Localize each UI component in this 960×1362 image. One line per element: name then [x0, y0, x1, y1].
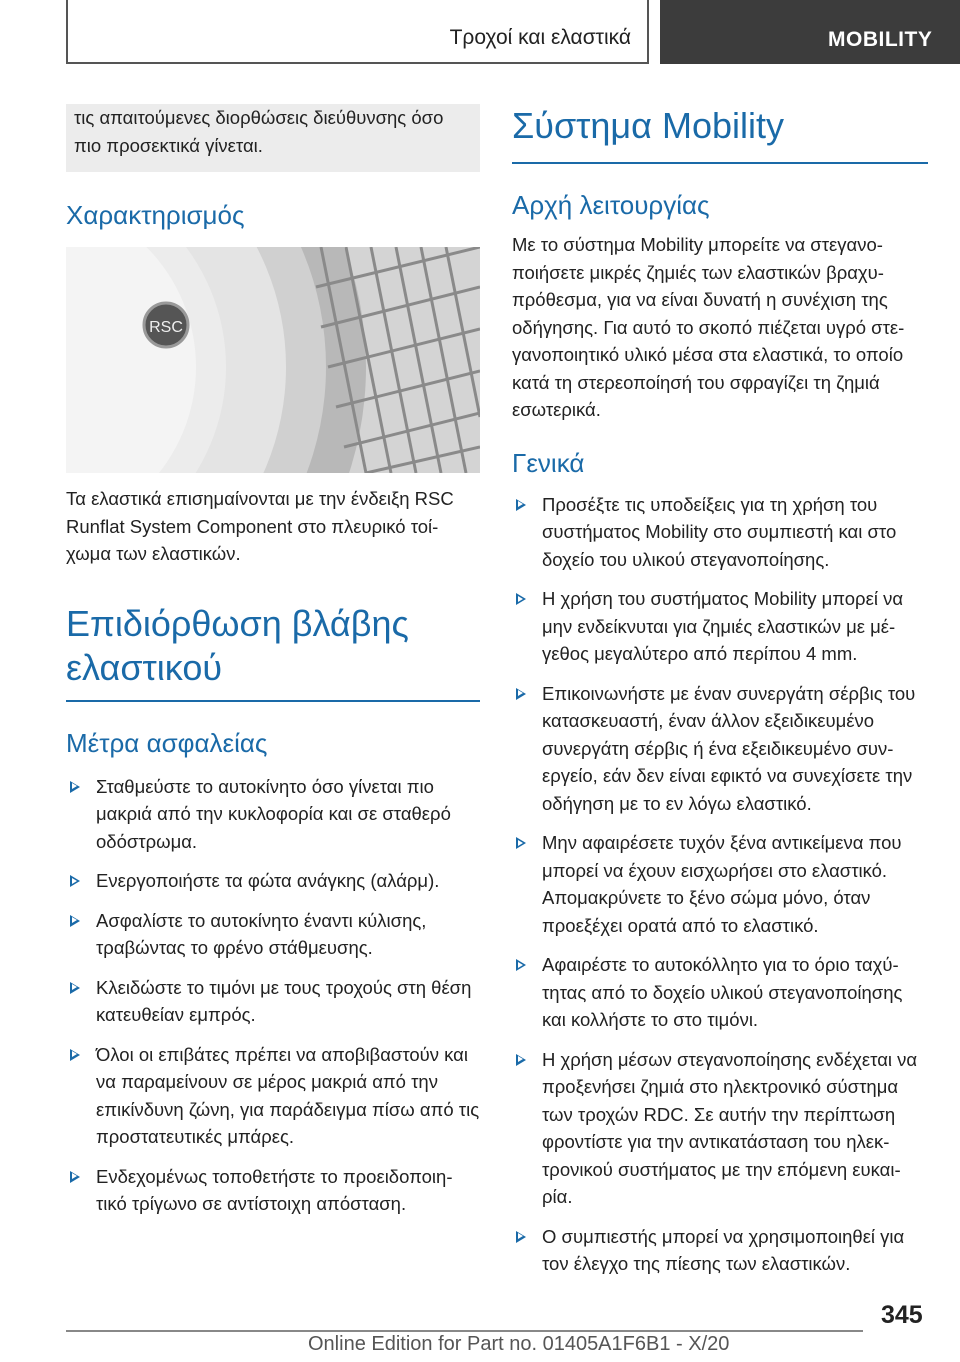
- triangle-bullet-icon: [516, 499, 526, 511]
- list-item: Σταθμεύστε το αυτοκίνητο όσο γίνεται πιο μακριά από την κυκλοφορία και σε σταθερό οδόστρωμα.: [66, 773, 480, 856]
- header-chapter-label: MOBILITY: [828, 28, 933, 51]
- list-item: Η χρήση μέσων στεγανοποίησης ενδέχεται να προξενήσει ζημιά στο ηλεκτρονικό σύστημα των τροχών RDC. Σε αυτήν την περίπτωση φροντίστε για την αντικατάσταση του ηλεκ-τρονικού συστήματος με την επόμενη ευκαι-ρία.: [512, 1046, 928, 1211]
- note-text: τις απαιτούμενες διορθώσεις διεύθυνσης όσο πιο προσεκτικά γίνεται.: [74, 107, 444, 156]
- note-box: [66, 104, 480, 172]
- tire-illustration: [66, 247, 480, 473]
- principle-heading: Αρχή λειτουργίας: [512, 190, 710, 220]
- triangle-bullet-icon: [70, 781, 80, 793]
- list-item: Αφαιρέστε το αυτοκόλλητο για το όριο ταχύ-τητας από το δοχείο υλικού στεγανοποίησης και κολλήστε το στο τιμόνι.: [512, 951, 928, 1034]
- repair-heading-rule: [66, 700, 480, 702]
- triangle-bullet-icon: [516, 1054, 526, 1066]
- mobility-title: Σύστημα Mobility: [512, 105, 784, 146]
- mobility-title-rule: [512, 162, 928, 164]
- triangle-bullet-icon: [70, 1171, 80, 1183]
- general-heading: Γενικά: [512, 447, 585, 478]
- list-item: Ενδεχομένως τοποθετήστε το προειδοποιη-τικό τρίγωνο σε αντίστοιχη απόσταση.: [66, 1163, 480, 1218]
- list-item: Προσέξτε τις υποδείξεις για τη χρήση του συστήματος Mobility στο συμπιεστή και στο δοχείο του υλικού στεγανοποίησης.: [512, 491, 928, 574]
- list-item: Η χρήση του συστήματος Mobility μπορεί να μην ενδείκνυται για ζημιές ελαστικών με μέ-γεθος μεγαλύτερο από περίπου 4 mm.: [512, 585, 928, 668]
- header-section-box: [66, 0, 649, 64]
- repair-heading: Επιδιόρθωση βλάβης ελαστικού: [66, 602, 409, 688]
- header-chapter-tab[interactable]: [660, 0, 960, 64]
- list-item: Κλειδώστε το τιμόνι με τους τροχούς στη θέση κατευθείαν εμπρός.: [66, 974, 480, 1029]
- page-number: 345: [881, 1301, 923, 1329]
- list-item: Όλοι οι επιβάτες πρέπει να αποβιβαστούν και να παραμείνουν σε μέρος μακριά από την επικίνδυνη ζώνη, για παράδειγμα πίσω από τις προστατευτικές μπάρες.: [66, 1041, 480, 1151]
- list-item: Ενεργοποιήστε τα φώτα ανάγκης (αλάρμ).: [66, 867, 480, 895]
- footer-rule: [66, 1330, 863, 1332]
- list-item: Μην αφαιρέσετε τυχόν ξένα αντικείμενα που μπορεί να έχουν εισχωρήσει στο ελαστικό. Απομακρύνετε το ξένο σώμα μόνο, όταν προεξέχει ορατά από το ελαστικό.: [512, 829, 928, 939]
- right-column: [512, 104, 928, 1290]
- triangle-bullet-icon: [516, 593, 526, 605]
- char-heading: Χαρακτηρισμός: [66, 200, 245, 230]
- list-item: Ο συμπιεστής μπορεί να χρησιμοποιηθεί για τον έλεγχο της πίεσης των ελαστικών.: [512, 1223, 928, 1278]
- triangle-bullet-icon: [70, 875, 80, 887]
- triangle-bullet-icon: [516, 1231, 526, 1243]
- safety-list: [66, 773, 480, 1218]
- list-item: Επικοινωνήστε με έναν συνεργάτη σέρβις του κατασκευαστή, έναν άλλον εξειδικευμένο συνεργάτη σέρβις ή ένα εξειδικευμένο συν-εργείο, εάν δεν είναι εφικτό να συνεχίσετε την οδήγηση με το εν λόγω ελαστικό.: [512, 680, 928, 818]
- footer-edition: Online Edition for Part no. 01405A1F6B1 - X/20: [308, 1333, 730, 1355]
- safety-heading: Μέτρα ασφαλείας: [66, 727, 268, 758]
- header-section-title: Τροχοί και ελαστικά: [449, 26, 631, 49]
- list-item: Ασφαλίστε το αυτοκίνητο έναντι κύλισης, τραβώντας το φρένο στάθμευσης.: [66, 907, 480, 962]
- tire-sidewall-image: [66, 247, 480, 473]
- triangle-bullet-icon: [516, 959, 526, 971]
- triangle-bullet-icon: [516, 837, 526, 849]
- general-list: [512, 491, 928, 1278]
- triangle-bullet-icon: [516, 688, 526, 700]
- triangle-bullet-icon: [70, 982, 80, 994]
- tire-caption: Τα ελαστικά επισημαίνονται με την ένδειξη RSC Runflat System Component στο πλευρικό τοί-χωμα των ελαστικών.: [66, 488, 454, 564]
- triangle-bullet-icon: [70, 1049, 80, 1061]
- triangle-bullet-icon: [70, 915, 80, 927]
- left-column: [66, 104, 480, 1230]
- principle-text: Με το σύστημα Mobility μπορείτε να στεγανο-ποιήσετε μικρές ζημιές των ελαστικών βραχυ-πρόθεσμα, για να είναι δυνατή η συνέχιση της οδήγησης. Για αυτό το σκοπό πιέζεται υγρό στε-γανοποιητικό υλικό μέσα στα ελαστικά, το οποίο κατά τη στερεοποίησή του σφραγίζει τη ζημιά εσωτερικά.: [512, 234, 905, 420]
- svg-text:RSC: RSC: [149, 319, 183, 336]
